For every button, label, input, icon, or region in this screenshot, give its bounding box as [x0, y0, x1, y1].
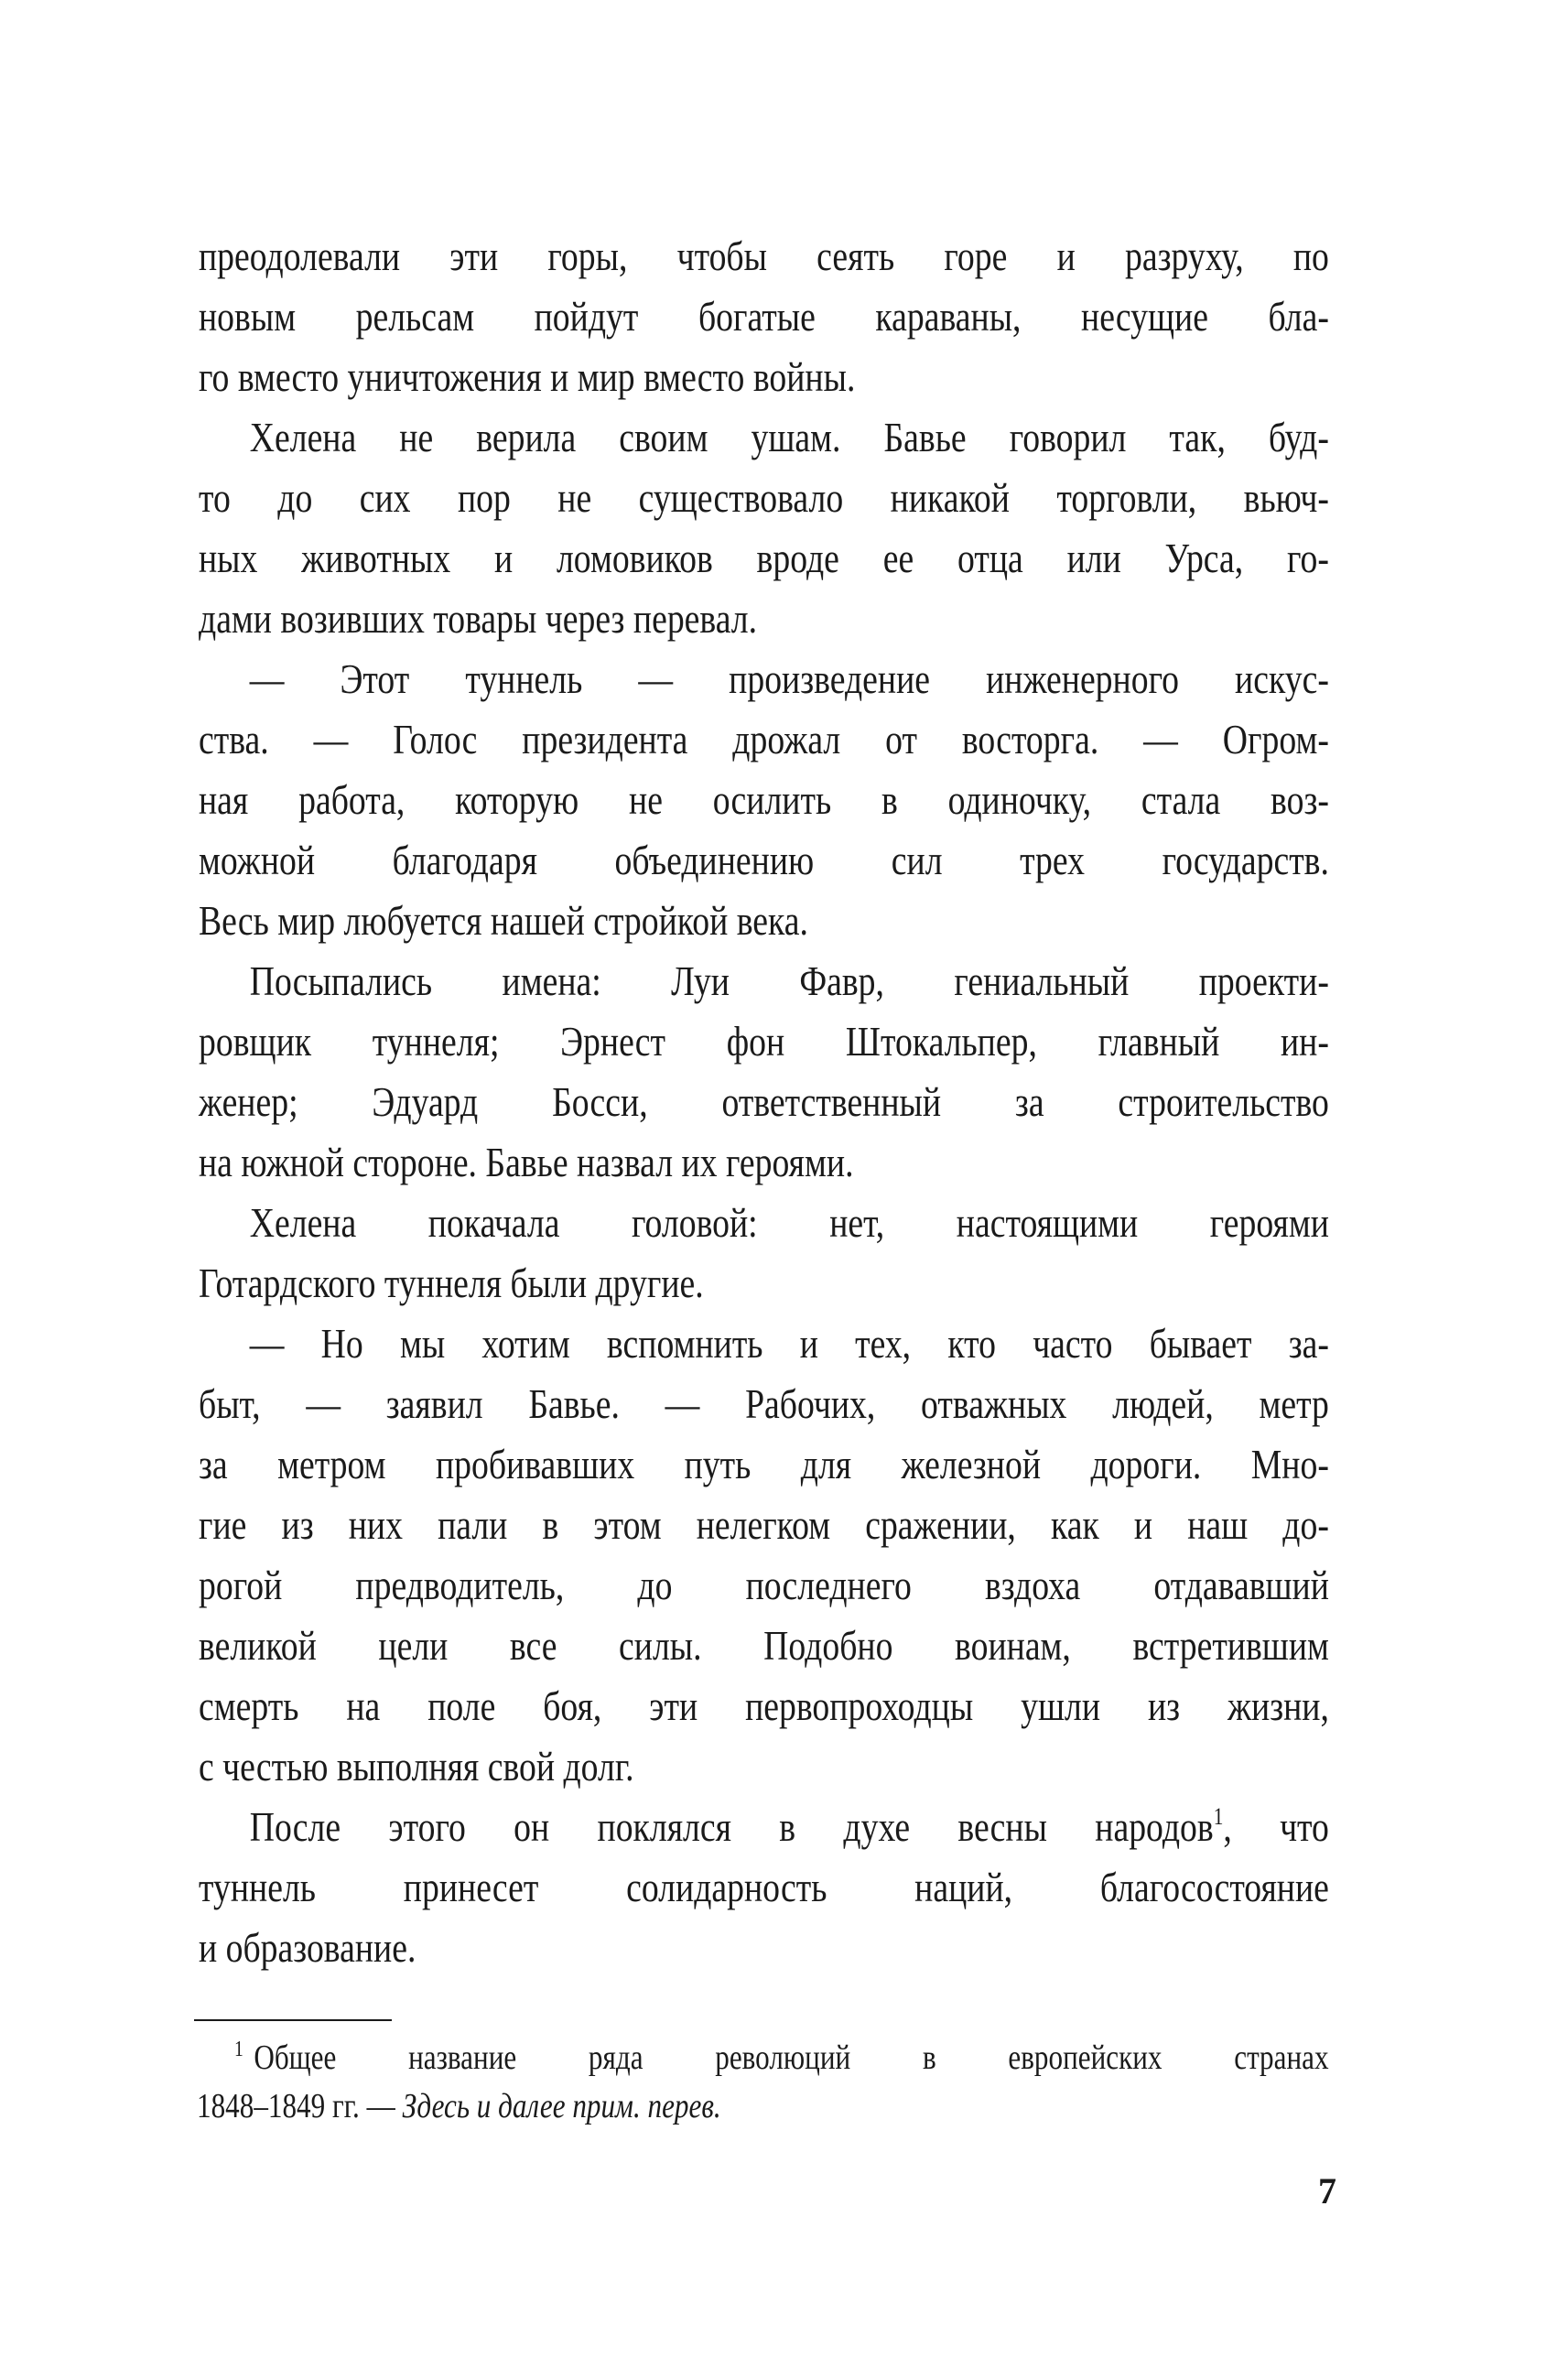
text-line — [199, 649, 1329, 709]
text-line — [199, 1374, 1329, 1434]
paragraph — [199, 1314, 1329, 1797]
text-line — [199, 1495, 1329, 1555]
line-text: преодолевали эти горы, чтобы сеять горе и разруху, по — [199, 232, 1329, 279]
footnote-text: 1848–1849 гг. — — [197, 2087, 403, 2125]
text-line — [199, 589, 1329, 649]
text-line — [199, 226, 1329, 287]
line-text: ства. — Голос президента дрожал от восторга. — Огром- — [199, 716, 1329, 762]
text-line — [199, 891, 1329, 951]
line-text: великой цели все силы. Подобно воинам, встретившим — [199, 1622, 1329, 1669]
text-line — [199, 1616, 1329, 1676]
paragraph — [199, 407, 1329, 649]
text-line — [199, 951, 1329, 1011]
text-line — [199, 1253, 1329, 1314]
text-line — [199, 347, 1329, 407]
line-text: го вместо уничтожения и мир вместо войны. — [199, 353, 856, 400]
text-line — [199, 1132, 1329, 1193]
line-text: новым рельсам пойдут богатые караваны, несущие бла- — [199, 293, 1329, 340]
paragraph — [199, 1193, 1329, 1314]
footnote-reference[interactable]: 1 — [1213, 1803, 1224, 1830]
line-text: гие из них пали в этом нелегком сражении, как и наш до- — [199, 1501, 1329, 1548]
footnote-text: Общее название ряда революций в европейских странах — [254, 2038, 1329, 2077]
line-text: Готардского туннеля были другие. — [199, 1260, 704, 1306]
text-line — [199, 1193, 1329, 1253]
paragraph — [199, 951, 1329, 1193]
text-line — [199, 1736, 1329, 1797]
text-line — [199, 287, 1329, 347]
line-text: ровщик туннеля; Эрнест фон Штокальпер, главный ин- — [199, 1018, 1329, 1065]
text-line — [199, 1314, 1329, 1374]
line-text: смерть на поле боя, эти первопроходцы ушли из жизни, — [199, 1682, 1329, 1729]
line-text: ных животных и ломовиков вроде ее отца или Урса, го- — [199, 535, 1329, 581]
text-line — [199, 1011, 1329, 1072]
line-text: с честью выполняя свой долг. — [199, 1743, 634, 1790]
line-text: женер; Эдуард Босси, ответственный за строительство — [199, 1078, 1329, 1125]
line-text: туннель принесет солидарность наций, благосостояние — [199, 1864, 1329, 1910]
page-number: 7 — [1318, 2170, 1336, 2211]
text-line — [199, 1676, 1329, 1736]
text-line — [199, 709, 1329, 770]
text-line — [199, 407, 1329, 468]
line-text: ная работа, которую не осилить в одиночку, стала воз- — [199, 776, 1329, 823]
text-line — [199, 1072, 1329, 1132]
line-text: Весь мир любуется нашей стройкой века. — [199, 897, 808, 944]
line-text: Посыпались имена: Луи Фавр, гениальный проекти- — [249, 957, 1329, 1004]
text-line — [199, 1434, 1329, 1495]
paragraph — [199, 649, 1329, 951]
footnote-separator — [194, 2019, 392, 2021]
paragraph — [199, 226, 1329, 407]
line-text: можной благодаря объединению сил трех государств. — [199, 837, 1329, 883]
paragraph — [199, 1797, 1329, 1978]
text-line — [199, 1797, 1329, 1857]
line-text: и образование. — [199, 1924, 416, 1971]
text-line — [199, 830, 1329, 891]
line-text: Хелена не верила своим ушам. Бавье говорил так, буд- — [249, 414, 1329, 460]
footnote-mark: 1 — [234, 2038, 243, 2061]
line-text: После этого он поклялся в духе весны народов — [249, 1803, 1214, 1850]
line-text: Хелена покачала головой: нет, настоящими героями — [249, 1199, 1329, 1246]
footnote-line — [197, 2034, 1329, 2082]
footnotes — [197, 2034, 1329, 2131]
line-text: , что — [1223, 1803, 1329, 1850]
line-text: — Но мы хотим вспомнить и тех, кто часто бывает за- — [249, 1320, 1329, 1367]
text-line — [199, 528, 1329, 589]
line-text: рогой предводитель, до последнего вздоха отдававший — [199, 1562, 1329, 1608]
line-text: за метром пробивавших путь для железной дороги. Мно- — [199, 1441, 1329, 1487]
text-line — [199, 1857, 1329, 1918]
line-text: на южной стороне. Бавье назвал их героями. — [199, 1139, 854, 1185]
text-line — [199, 468, 1329, 528]
text-line — [199, 1918, 1329, 1978]
footnote-line — [197, 2082, 1329, 2131]
line-text: — Этот туннель — произведение инженерного искус- — [249, 655, 1329, 702]
footnote-translator-note: Здесь и далее прим. перев. — [402, 2087, 721, 2125]
line-text: то до сих пор не существовало никакой торговли, вьюч- — [199, 474, 1329, 521]
text-line — [199, 1555, 1329, 1616]
line-text: быт, — заявил Бавье. — Рабочих, отважных людей, метр — [199, 1380, 1329, 1427]
body-text — [199, 226, 1329, 1978]
line-text: дами возивших товары через перевал. — [199, 595, 758, 642]
text-line — [199, 770, 1329, 830]
